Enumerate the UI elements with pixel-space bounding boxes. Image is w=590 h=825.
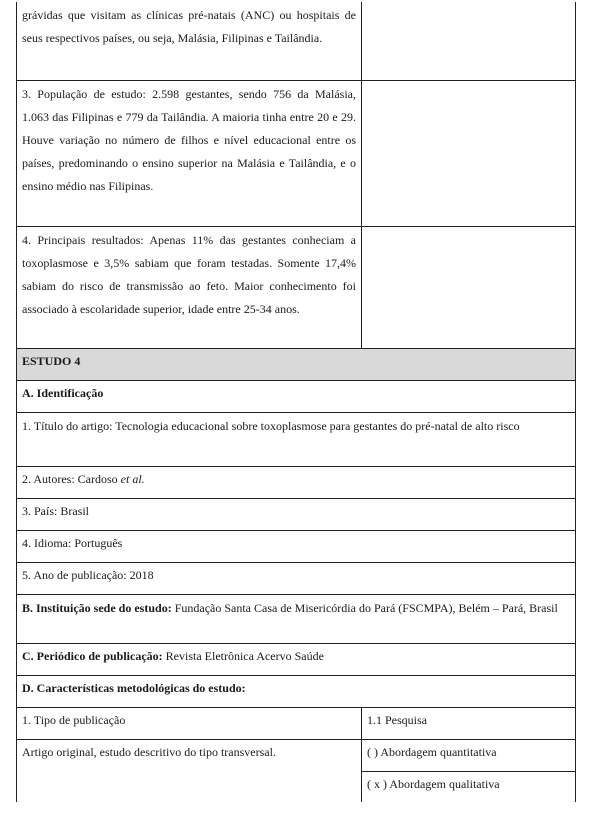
study3-results-cell: 4. Principais resultados: Apenas 11% das gestantes conheciam a toxoplasmose e 3,5% sabiam que foram testadas. Somente 17,4% sabiam do risco de transmissão ao feto. Maior conhecimento foi associado à escolaridade superior, idade entre 25-34 anos. [17,227,362,349]
authors-label: 2. Autores: Cardoso [22,472,121,486]
article-title-cell: 1. Título do artigo: Tecnologia educacional sobre toxoplasmose para gestantes do pré-natal de alto risco [17,413,576,467]
table-row [17,81,576,227]
pub-type-label: 1. Tipo de publicação [17,708,362,740]
identification-heading: A. Identificação [17,381,576,413]
table-row [17,563,576,595]
pub-type-value: Artigo original, estudo descritivo do tipo transversal. [17,740,362,803]
study4-heading: ESTUDO 4 [17,349,576,381]
table-row [17,349,576,381]
institution-value: Fundação Santa Casa de Misericórdia do Pará (FSCMPA), Belém – Pará, Brasil [171,601,558,615]
study3-population-cell: 3. População de estudo: 2.598 gestantes, sendo 756 da Malásia, 1.063 das Filipinas e 779 da Tailândia. A maioria tinha entre 20 e 29. Houve variação no número de filhos e nível educacional entre os países, predominando o ensino superior na Malásia e Tailândia, e o ensino médio nas Filipinas. [17,81,362,227]
table-row [17,413,576,467]
table-row [17,467,576,499]
table-row [17,499,576,531]
table-row [17,381,576,413]
authors-cell [17,467,576,499]
table-row [17,531,576,563]
language-cell: 4. Idioma: Português [17,531,576,563]
country-cell: 3. País: Brasil [17,499,576,531]
journal-label: C. Periódico de publicação: [22,649,163,663]
empty-cell [362,2,576,81]
table-row [17,227,576,349]
table-row [17,2,576,81]
document-page [16,2,575,802]
empty-cell [362,227,576,349]
institution-label: B. Instituição sede do estudo: [22,601,172,615]
authors-etal: et al. [120,472,145,486]
qualitative-option: ( x ) Abordagem qualitativa [362,771,576,802]
study-table [16,2,576,802]
study3-sample-cell: grávidas que visitam as clínicas pré-natais (ANC) ou hospitais de seus respectivos países, ou seja, Malásia, Filipinas e Tailândia. [17,2,362,81]
institution-cell [17,595,576,644]
table-row [17,644,576,676]
quantitative-option: ( ) Abordagem quantitativa [362,740,576,772]
journal-cell [17,644,576,676]
methods-heading: D. Características metodológicas do estudo: [17,676,576,708]
table-row [17,595,576,644]
research-label: 1.1 Pesquisa [362,708,576,740]
table-row [17,708,576,740]
table-row [17,676,576,708]
table-row [17,740,576,772]
journal-value: Revista Eletrônica Acervo Saúde [162,649,324,663]
year-cell: 5. Ano de publicação: 2018 [17,563,576,595]
empty-cell [362,81,576,227]
